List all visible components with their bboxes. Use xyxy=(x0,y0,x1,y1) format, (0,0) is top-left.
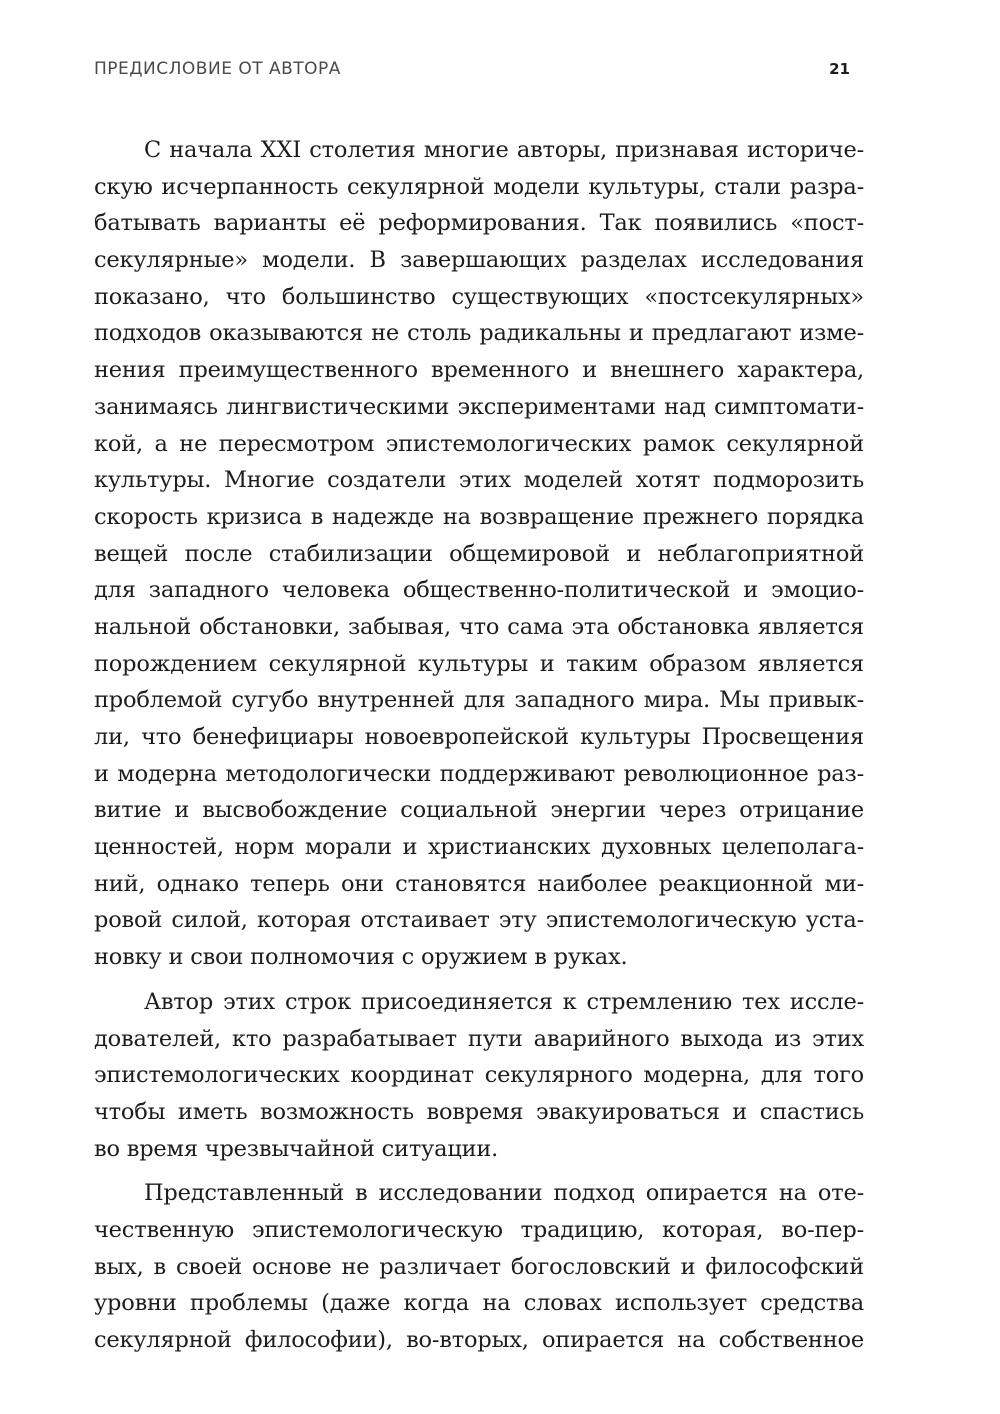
text-line: дователей, кто разрабатывает пути аварийного выхода из этих xyxy=(94,1025,864,1052)
text-line: нальной обстановки, забывая, что сама эта обстановка является xyxy=(94,613,864,640)
text-line: во время чрезвычайной ситуации. xyxy=(94,1135,499,1162)
text-line: и модерна методологически поддерживают революционное раз- xyxy=(94,760,864,787)
text-line: скую исчерпанность секулярной модели культуры, стали разра- xyxy=(94,173,864,200)
text-line: кой, а не пересмотром эпистемологических рамок секулярной xyxy=(94,430,864,457)
body-text xyxy=(94,132,864,1359)
paragraph xyxy=(94,984,864,1167)
text-line: культуры. Многие создатели этих моделей хотят подморозить xyxy=(94,467,864,494)
page-number: 21 xyxy=(829,60,850,78)
text-line: батывать варианты её реформирования. Так появились «пост- xyxy=(94,210,864,237)
text-line: занимаясь лингвистическими экспериментами над симптомати- xyxy=(94,393,864,420)
text-line: эпистемологических координат секулярного модерна, для того xyxy=(94,1062,864,1089)
text-line: подходов оказываются не столь радикальны и предлагают изме- xyxy=(94,320,864,347)
paragraph xyxy=(94,132,864,976)
text-line: ли, что бенефициары новоевропейской культуры Просвещения xyxy=(94,724,864,750)
text-line: ровой силой, которая отстаивает эту эпистемологическую уста- xyxy=(94,907,864,934)
text-line: вых, в своей основе не различает богословский и философский xyxy=(94,1253,864,1280)
text-line: Автор этих строк присоединяется к стремлению тех иссле- xyxy=(144,988,864,1015)
running-title: ПРЕДИСЛОВИЕ ОТ АВТОРА xyxy=(94,59,341,79)
text-line: ценностей, норм морали и христианских духовных целеполага- xyxy=(94,834,864,861)
text-line: новку и свои полномочия с оружием в руках. xyxy=(94,944,628,971)
text-line: порождением секулярной культуры и таким образом является xyxy=(94,650,864,677)
paragraph-gap xyxy=(94,976,864,984)
paragraph xyxy=(94,1175,864,1358)
text-line: чественную эпистемологическую традицию, которая, во-пер- xyxy=(94,1216,864,1243)
text-line: витие и высвобождение социальной энергии через отрицание xyxy=(94,797,864,824)
text-line: нения преимущественного временного и внешнего характера, xyxy=(94,357,864,384)
text-line: скорость кризиса в надежде на возвращение прежнего порядка xyxy=(94,503,864,530)
text-line: чтобы иметь возможность вовремя эвакуироваться и спастись xyxy=(94,1098,864,1125)
text-line: секулярной философии), во-вторых, опирается на собственное xyxy=(94,1327,864,1353)
text-line: ний, однако теперь они становятся наиболее реакционной ми- xyxy=(94,870,864,897)
text-line: Представленный в исследовании подход опирается на оте- xyxy=(144,1180,864,1207)
text-line: для западного человека общественно-политической и эмоцио- xyxy=(94,577,864,604)
text-line: вещей после стабилизации общемировой и неблагоприятной xyxy=(94,540,864,567)
text-line: С начала XXI столетия многие авторы, признавая историче- xyxy=(144,137,864,163)
text-line: показано, что большинство существующих «постсекулярных» xyxy=(94,283,864,310)
text-line: уровни проблемы (даже когда на словах использует средства xyxy=(94,1290,864,1317)
paragraph-gap xyxy=(94,1167,864,1175)
text-line: проблемой сугубо внутренней для западного мира. Мы привык- xyxy=(94,687,864,714)
text-line: секулярные» модели. В завершающих разделах исследования xyxy=(94,247,864,274)
